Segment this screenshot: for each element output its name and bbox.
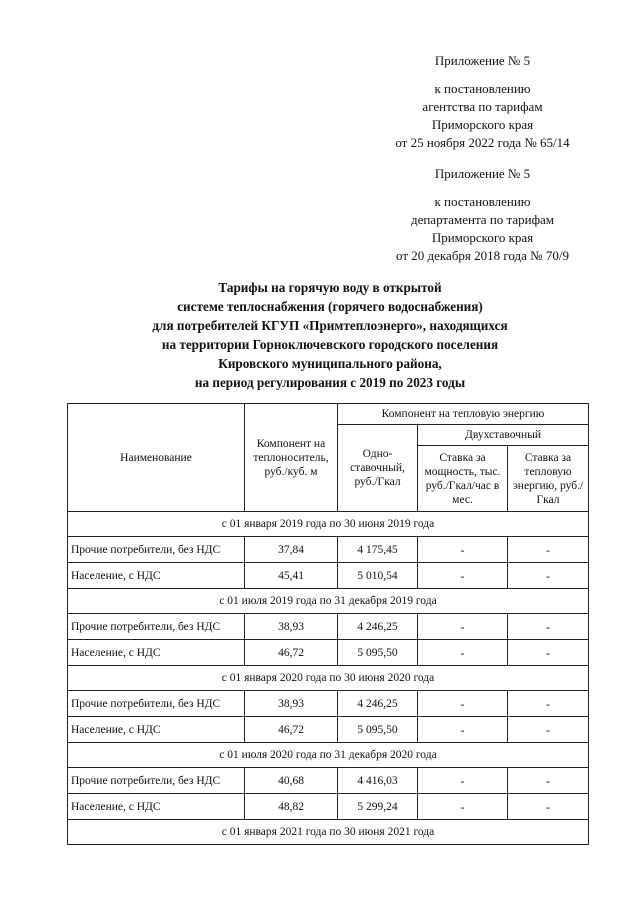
period-label: с 01 января 2021 года по 30 июня 2021 года — [68, 820, 589, 845]
appendix-line: департамента по тарифам — [410, 212, 555, 227]
consumer-name-cell: Прочие потребители, без НДС — [68, 691, 245, 717]
capacity-rate-value-cell: - — [418, 717, 508, 743]
table-row — [68, 691, 589, 717]
capacity-rate-value-cell: - — [418, 537, 508, 563]
header-thermal-component: Компонент на тепловую энергию — [338, 404, 589, 425]
energy-rate-value-cell: - — [508, 691, 589, 717]
capacity-rate-value-cell: - — [418, 614, 508, 640]
title-line: Тарифы на горячую воду в открытой — [218, 280, 442, 295]
header-two-rate: Двухставочный — [418, 425, 589, 446]
header-single-rate: Одно-ставочный, руб./Гкал — [338, 425, 418, 512]
capacity-rate-value-cell: - — [418, 640, 508, 666]
appendix-line: к постановлению — [434, 81, 531, 96]
appendix-block-agency — [355, 52, 610, 152]
appendix-line: к постановлению — [434, 194, 531, 209]
table-row — [68, 794, 589, 820]
header-energy-rate: Ставка за тепловую энергию, руб./Гкал — [508, 446, 589, 512]
header-coolant-component: Компонент на теплоноситель, руб./куб. м — [245, 404, 338, 512]
single-rate-value-cell: 4 246,25 — [338, 614, 418, 640]
title-line: для потребителей КГУП «Примтеплоэнерго», находящихся — [152, 318, 508, 333]
coolant-value-cell: 46,72 — [245, 717, 338, 743]
coolant-value-cell: 45,41 — [245, 563, 338, 589]
consumer-name-cell: Население, с НДС — [68, 563, 245, 589]
title-line: на территории Горноключевского городского поселения — [161, 337, 499, 352]
period-row — [68, 512, 589, 537]
table-row — [68, 640, 589, 666]
table-row — [68, 563, 589, 589]
single-rate-value-cell: 5 299,24 — [338, 794, 418, 820]
appendix-line: от 25 ноября 2022 года № 65/14 — [395, 135, 570, 150]
capacity-rate-value-cell: - — [418, 691, 508, 717]
title-line: системе теплоснабжения (горячего водоснабжения) — [177, 299, 483, 314]
coolant-value-cell: 38,93 — [245, 691, 338, 717]
capacity-rate-value-cell: - — [418, 768, 508, 794]
consumer-name-cell: Население, с НДС — [68, 717, 245, 743]
period-label: с 01 июля 2020 года по 31 декабря 2020 года — [68, 743, 589, 768]
consumer-name-cell: Прочие потребители, без НДС — [68, 614, 245, 640]
consumer-name-cell: Прочие потребители, без НДС — [68, 768, 245, 794]
period-label: с 01 января 2020 года по 30 июня 2020 года — [68, 666, 589, 691]
table-row — [68, 768, 589, 794]
period-label: с 01 января 2019 года по 30 июня 2019 года — [68, 512, 589, 537]
consumer-name-cell: Население, с НДС — [68, 640, 245, 666]
header-capacity-rate: Ставка за мощность, тыс. руб./Гкал/час в мес. — [418, 446, 508, 512]
single-rate-value-cell: 4 246,25 — [338, 691, 418, 717]
period-row — [68, 743, 589, 768]
appendix-line: от 20 декабря 2018 года № 70/9 — [396, 248, 569, 263]
energy-rate-value-cell: - — [508, 640, 589, 666]
title-line: на период регулирования с 2019 по 2023 годы — [194, 375, 466, 390]
capacity-rate-value-cell: - — [418, 563, 508, 589]
appendix-block-department — [355, 165, 610, 265]
appendix-line: агентства по тарифам — [422, 99, 543, 114]
coolant-value-cell: 37,84 — [245, 537, 338, 563]
energy-rate-value-cell: - — [508, 614, 589, 640]
single-rate-value-cell: 5 095,50 — [338, 717, 418, 743]
coolant-value-cell: 48,82 — [245, 794, 338, 820]
period-label: с 01 июля 2019 года по 31 декабря 2019 года — [68, 589, 589, 614]
coolant-value-cell: 40,68 — [245, 768, 338, 794]
coolant-value-cell: 46,72 — [245, 640, 338, 666]
energy-rate-value-cell: - — [508, 768, 589, 794]
appendix-title: Приложение № 5 — [434, 53, 531, 68]
energy-rate-value-cell: - — [508, 794, 589, 820]
single-rate-value-cell: 5 010,54 — [338, 563, 418, 589]
consumer-name-cell: Население, с НДС — [68, 794, 245, 820]
document-title — [90, 278, 570, 392]
appendix-title: Приложение № 5 — [434, 166, 531, 181]
single-rate-value-cell: 4 416,03 — [338, 768, 418, 794]
header-name: Наименование — [68, 404, 245, 512]
energy-rate-value-cell: - — [508, 717, 589, 743]
consumer-name-cell: Прочие потребители, без НДС — [68, 537, 245, 563]
title-line: Кировского муниципального района, — [218, 356, 442, 371]
appendix-line: Приморского края — [431, 230, 534, 245]
period-row — [68, 820, 589, 845]
capacity-rate-value-cell: - — [418, 794, 508, 820]
tariff-table — [67, 403, 589, 845]
single-rate-value-cell: 5 095,50 — [338, 640, 418, 666]
coolant-value-cell: 38,93 — [245, 614, 338, 640]
energy-rate-value-cell: - — [508, 563, 589, 589]
table-row — [68, 717, 589, 743]
table-row — [68, 537, 589, 563]
energy-rate-value-cell: - — [508, 537, 589, 563]
appendix-line: Приморского края — [431, 117, 534, 132]
single-rate-value-cell: 4 175,45 — [338, 537, 418, 563]
period-row — [68, 589, 589, 614]
table-row — [68, 614, 589, 640]
period-row — [68, 666, 589, 691]
